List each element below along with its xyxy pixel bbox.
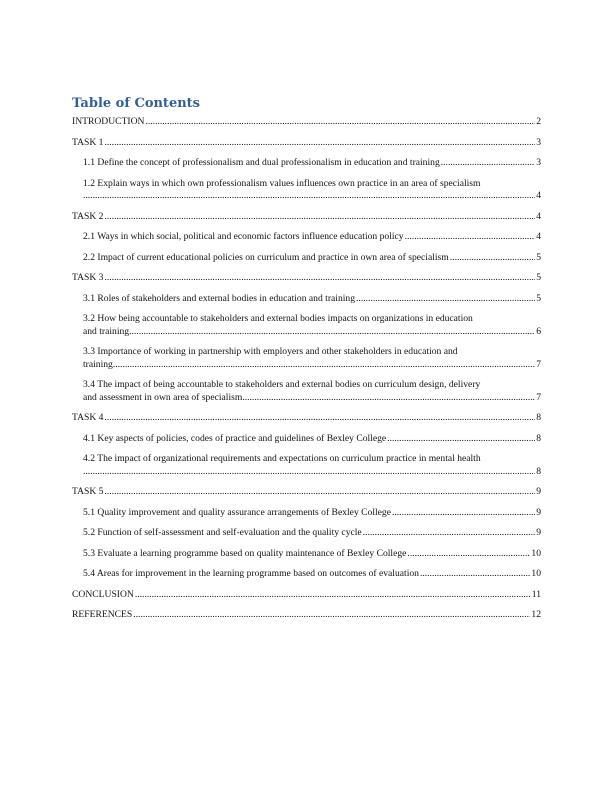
- toc-entry-1-2[interactable]: [72, 178, 541, 203]
- toc-entry-label: 3.4 The impact of being accountable to stakeholders and external bodies on curriculum design, delivery: [83, 379, 481, 390]
- toc-leader: [145, 116, 535, 129]
- toc-page-number: 5: [536, 272, 541, 283]
- toc-entry-label: 5.4 Areas for improvement in the learning programme based on outcomes of evaluation: [83, 568, 419, 579]
- toc-page-number: 10: [531, 547, 541, 559]
- toc-entry-task-1[interactable]: [72, 137, 541, 150]
- toc-entry-label: TASK 4: [72, 412, 104, 423]
- toc-entry-label: CONCLUSION: [72, 588, 134, 600]
- toc-leader: [129, 326, 535, 339]
- toc-leader: [133, 609, 530, 622]
- toc-entry-conclusion[interactable]: [72, 589, 541, 602]
- toc-page-number: 5: [536, 251, 541, 263]
- toc-page-number: 8: [536, 465, 541, 477]
- toc-leader: [83, 190, 535, 203]
- toc-page-number: 12: [531, 609, 541, 620]
- toc-page-number: 5: [536, 292, 541, 304]
- toc-entry-label: 5.2 Function of self-assessment and self-evaluation and the quality cycle: [83, 527, 362, 538]
- toc-entry-label: TASK 1: [72, 136, 104, 148]
- toc-page-number: 6: [536, 325, 541, 337]
- toc-leader: [113, 359, 535, 372]
- toc-page-number: 4: [536, 231, 541, 242]
- toc-entry-label: 3.1 Roles of stakeholders and external bodies in education and training: [83, 292, 356, 304]
- toc-entry-5-2[interactable]: [72, 527, 541, 540]
- toc-page-number: 7: [536, 391, 541, 403]
- toc-page-number: 3: [536, 157, 541, 168]
- toc-leader: [104, 211, 535, 224]
- toc-entry-label: REFERENCES: [72, 609, 133, 620]
- toc-leader: [441, 157, 535, 170]
- toc-page-number: 9: [536, 486, 541, 497]
- toc-page-number: 4: [536, 210, 541, 222]
- toc-leader: [104, 486, 535, 499]
- toc-entry-label: 1.2 Explain ways in which own professionalism values influences own practice in an area of specialism: [83, 177, 481, 189]
- toc-page-number: 4: [536, 190, 541, 201]
- toc-entry-label: 5.1 Quality improvement and quality assurance arrangements of Bexley College: [83, 506, 391, 518]
- toc-leader: [104, 272, 535, 285]
- toc-leader: [363, 527, 536, 540]
- toc-entry-label: TASK 5: [72, 486, 104, 497]
- toc-entry-3-4[interactable]: [72, 379, 541, 404]
- toc-leader: [387, 433, 535, 446]
- toc-page: [72, 96, 541, 630]
- toc-entry-introduction[interactable]: [72, 116, 541, 129]
- toc-leader: [135, 589, 531, 602]
- toc-entry-task-4[interactable]: [72, 412, 541, 425]
- toc-leader: [83, 466, 535, 479]
- toc-entry-label: 4.1 Key aspects of policies, codes of practice and guidelines of Bexley College: [83, 432, 387, 444]
- toc-entry-label: TASK 2: [72, 210, 104, 222]
- toc-entry-label: 2.2 Impact of current educational policies on curriculum and practice in own area of specialism: [83, 251, 449, 263]
- toc-leader: [356, 293, 535, 306]
- toc-entry-3-1[interactable]: [72, 293, 541, 306]
- toc-page-number: 2: [536, 116, 541, 127]
- toc-page-number: 3: [536, 136, 541, 148]
- toc-leader: [420, 568, 530, 581]
- toc-page-number: 8: [536, 412, 541, 423]
- toc-leader: [104, 412, 535, 425]
- toc-entry-2-1[interactable]: [72, 231, 541, 244]
- toc-leader: [242, 392, 535, 405]
- toc-page-number: 10: [531, 568, 541, 579]
- toc-entry-label-continued: and training: [83, 325, 130, 337]
- toc-entry-5-3[interactable]: [72, 548, 541, 561]
- toc-entry-label-continued: and assessment in own area of specialism: [83, 391, 243, 403]
- toc-entry-task-3[interactable]: [72, 272, 541, 285]
- toc-entry-label: 2.1 Ways in which social, political and economic factors influence education policy: [83, 231, 404, 242]
- toc-entry-label-continued: training: [83, 358, 113, 370]
- toc-entry-label: 4.2 The impact of organizational requirements and expectations on curriculum practice in mental health: [83, 453, 481, 464]
- toc-entry-label: 3.2 How being accountable to stakeholders and external bodies impacts on organizations in education: [83, 313, 473, 324]
- toc-entry-2-2[interactable]: [72, 252, 541, 265]
- toc-entry-label: 1.1 Define the concept of professionalism and dual professionalism in education and training: [83, 157, 440, 168]
- toc-page-number: 11: [531, 588, 541, 600]
- toc-entry-4-2[interactable]: [72, 453, 541, 478]
- toc-entry-3-3[interactable]: [72, 346, 541, 371]
- toc-entry-3-2[interactable]: [72, 313, 541, 338]
- toc-entry-label: 3.3 Importance of working in partnership with employers and other stakeholders in education and: [83, 346, 458, 357]
- toc-page-number: 8: [536, 432, 541, 444]
- toc-entry-label: INTRODUCTION: [72, 116, 145, 127]
- toc-entry-5-1[interactable]: [72, 507, 541, 520]
- toc-leader: [392, 507, 535, 520]
- toc-title: Table of Contents: [72, 96, 200, 111]
- toc-page-number: 9: [536, 506, 541, 518]
- toc-leader: [104, 137, 535, 150]
- toc-entry-label: 5.3 Evaluate a learning programme based on quality maintenance of Bexley College: [83, 547, 407, 559]
- toc-leader: [405, 231, 536, 244]
- toc-page-number: 7: [536, 358, 541, 370]
- toc-entry-label: TASK 3: [72, 272, 104, 283]
- toc-leader: [407, 548, 530, 561]
- toc-entry-references[interactable]: [72, 609, 541, 622]
- toc-entry-task-2[interactable]: [72, 211, 541, 224]
- toc-entry-4-1[interactable]: [72, 433, 541, 446]
- toc-entry-1-1[interactable]: [72, 157, 541, 170]
- toc-leader: [450, 252, 535, 265]
- toc-page-number: 9: [536, 527, 541, 538]
- toc-entry-task-5[interactable]: [72, 486, 541, 499]
- toc-entry-5-4[interactable]: [72, 568, 541, 581]
